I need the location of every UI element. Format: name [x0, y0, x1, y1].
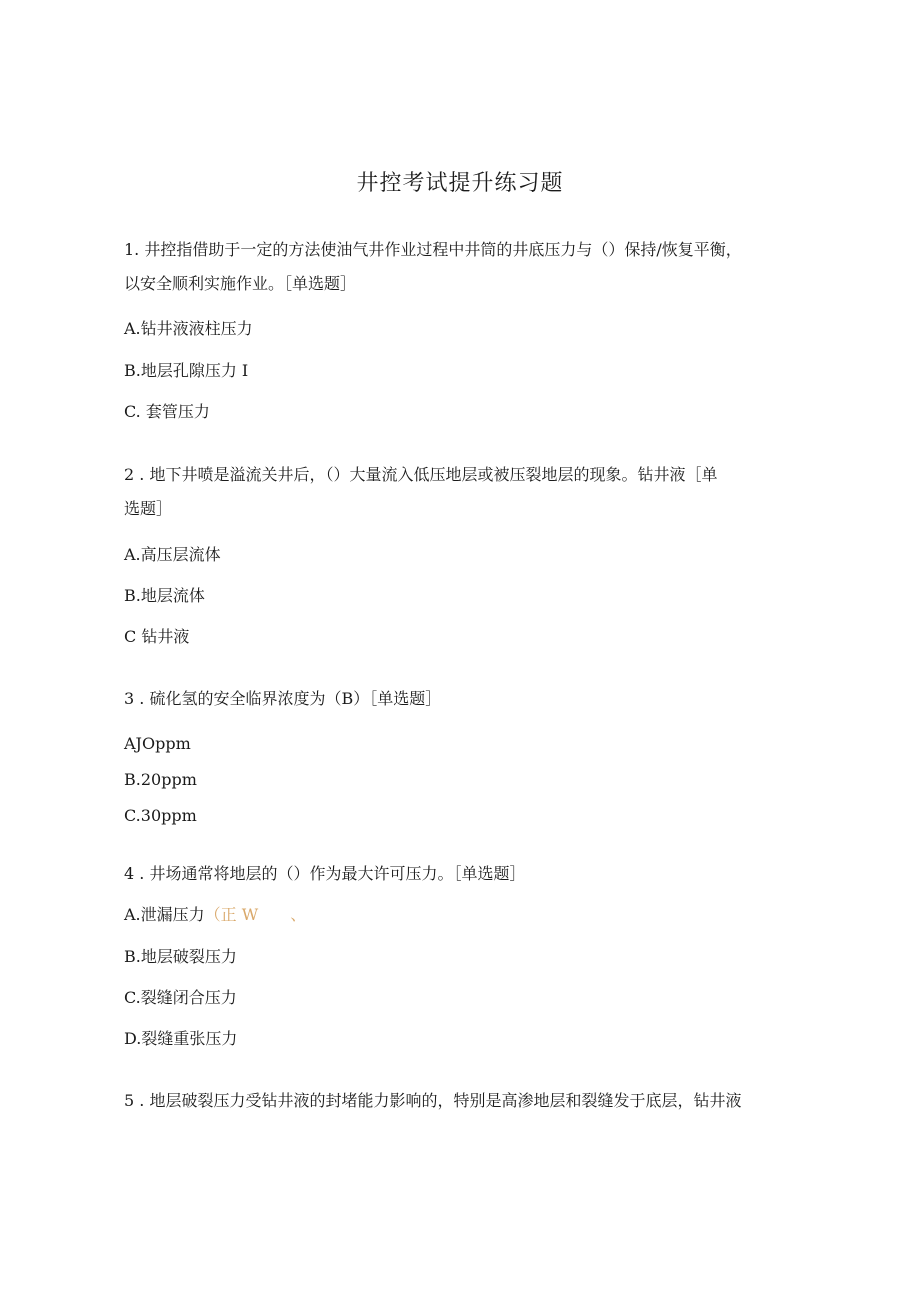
- question-2-stem-line-1: 2 . 地下井喷是溢流关井后，（）大量流入低压地层或被压裂地层的现象。钻井液［单: [124, 465, 718, 484]
- question-4-option-d: D.裂缝重张压力: [124, 1029, 238, 1048]
- question-4-option-c: C.裂缝闭合压力: [124, 988, 237, 1007]
- question-3-option-a: AJOppm: [124, 734, 191, 753]
- document-title: 井控考试提升练习题: [356, 171, 564, 196]
- question-3-option-c: C.30ppm: [124, 806, 197, 825]
- question-1-option-a: A.钻井液液柱压力: [124, 319, 253, 338]
- question-4-option-b: B.地层破裂压力: [124, 947, 237, 966]
- question-4-option-a: A.泄漏压力: [124, 905, 205, 924]
- question-2-stem-line-2: 选题］: [124, 499, 173, 518]
- question-1-option-c: C. 套管压力: [124, 402, 210, 421]
- question-4-option-a-row: [124, 905, 306, 925]
- question-1-stem-line-2: 以安全顺利实施作业。［单选题］: [124, 274, 357, 293]
- question-2-option-a: A.高压层流体: [124, 545, 221, 564]
- question-1-stem-line-1: 1. 井控指借助于一定的方法使油气井作业过程中井筒的井底压力与（）保持/恢复平衡，: [124, 240, 742, 259]
- question-3-stem: 3 . 硫化氢的安全临界浓度为（B）［单选题］: [124, 689, 442, 708]
- question-1-option-b: B.地层孔隙压力 I: [124, 361, 249, 380]
- question-5-stem: 5 . 地层破裂压力受钻井液的封堵能力影响的，特别是高渗地层和裂缝发于底层，钻井液: [124, 1091, 742, 1110]
- question-2-option-b: B.地层流体: [124, 586, 205, 605]
- question-4-stem: 4 . 井场通常将地层的（）作为最大许可压力。［单选题］: [124, 864, 526, 883]
- question-3-option-b: B.20ppm: [124, 770, 197, 789]
- question-2-option-c: C 钻井液: [124, 627, 190, 646]
- answer-mark: （正 W 、: [204, 905, 307, 924]
